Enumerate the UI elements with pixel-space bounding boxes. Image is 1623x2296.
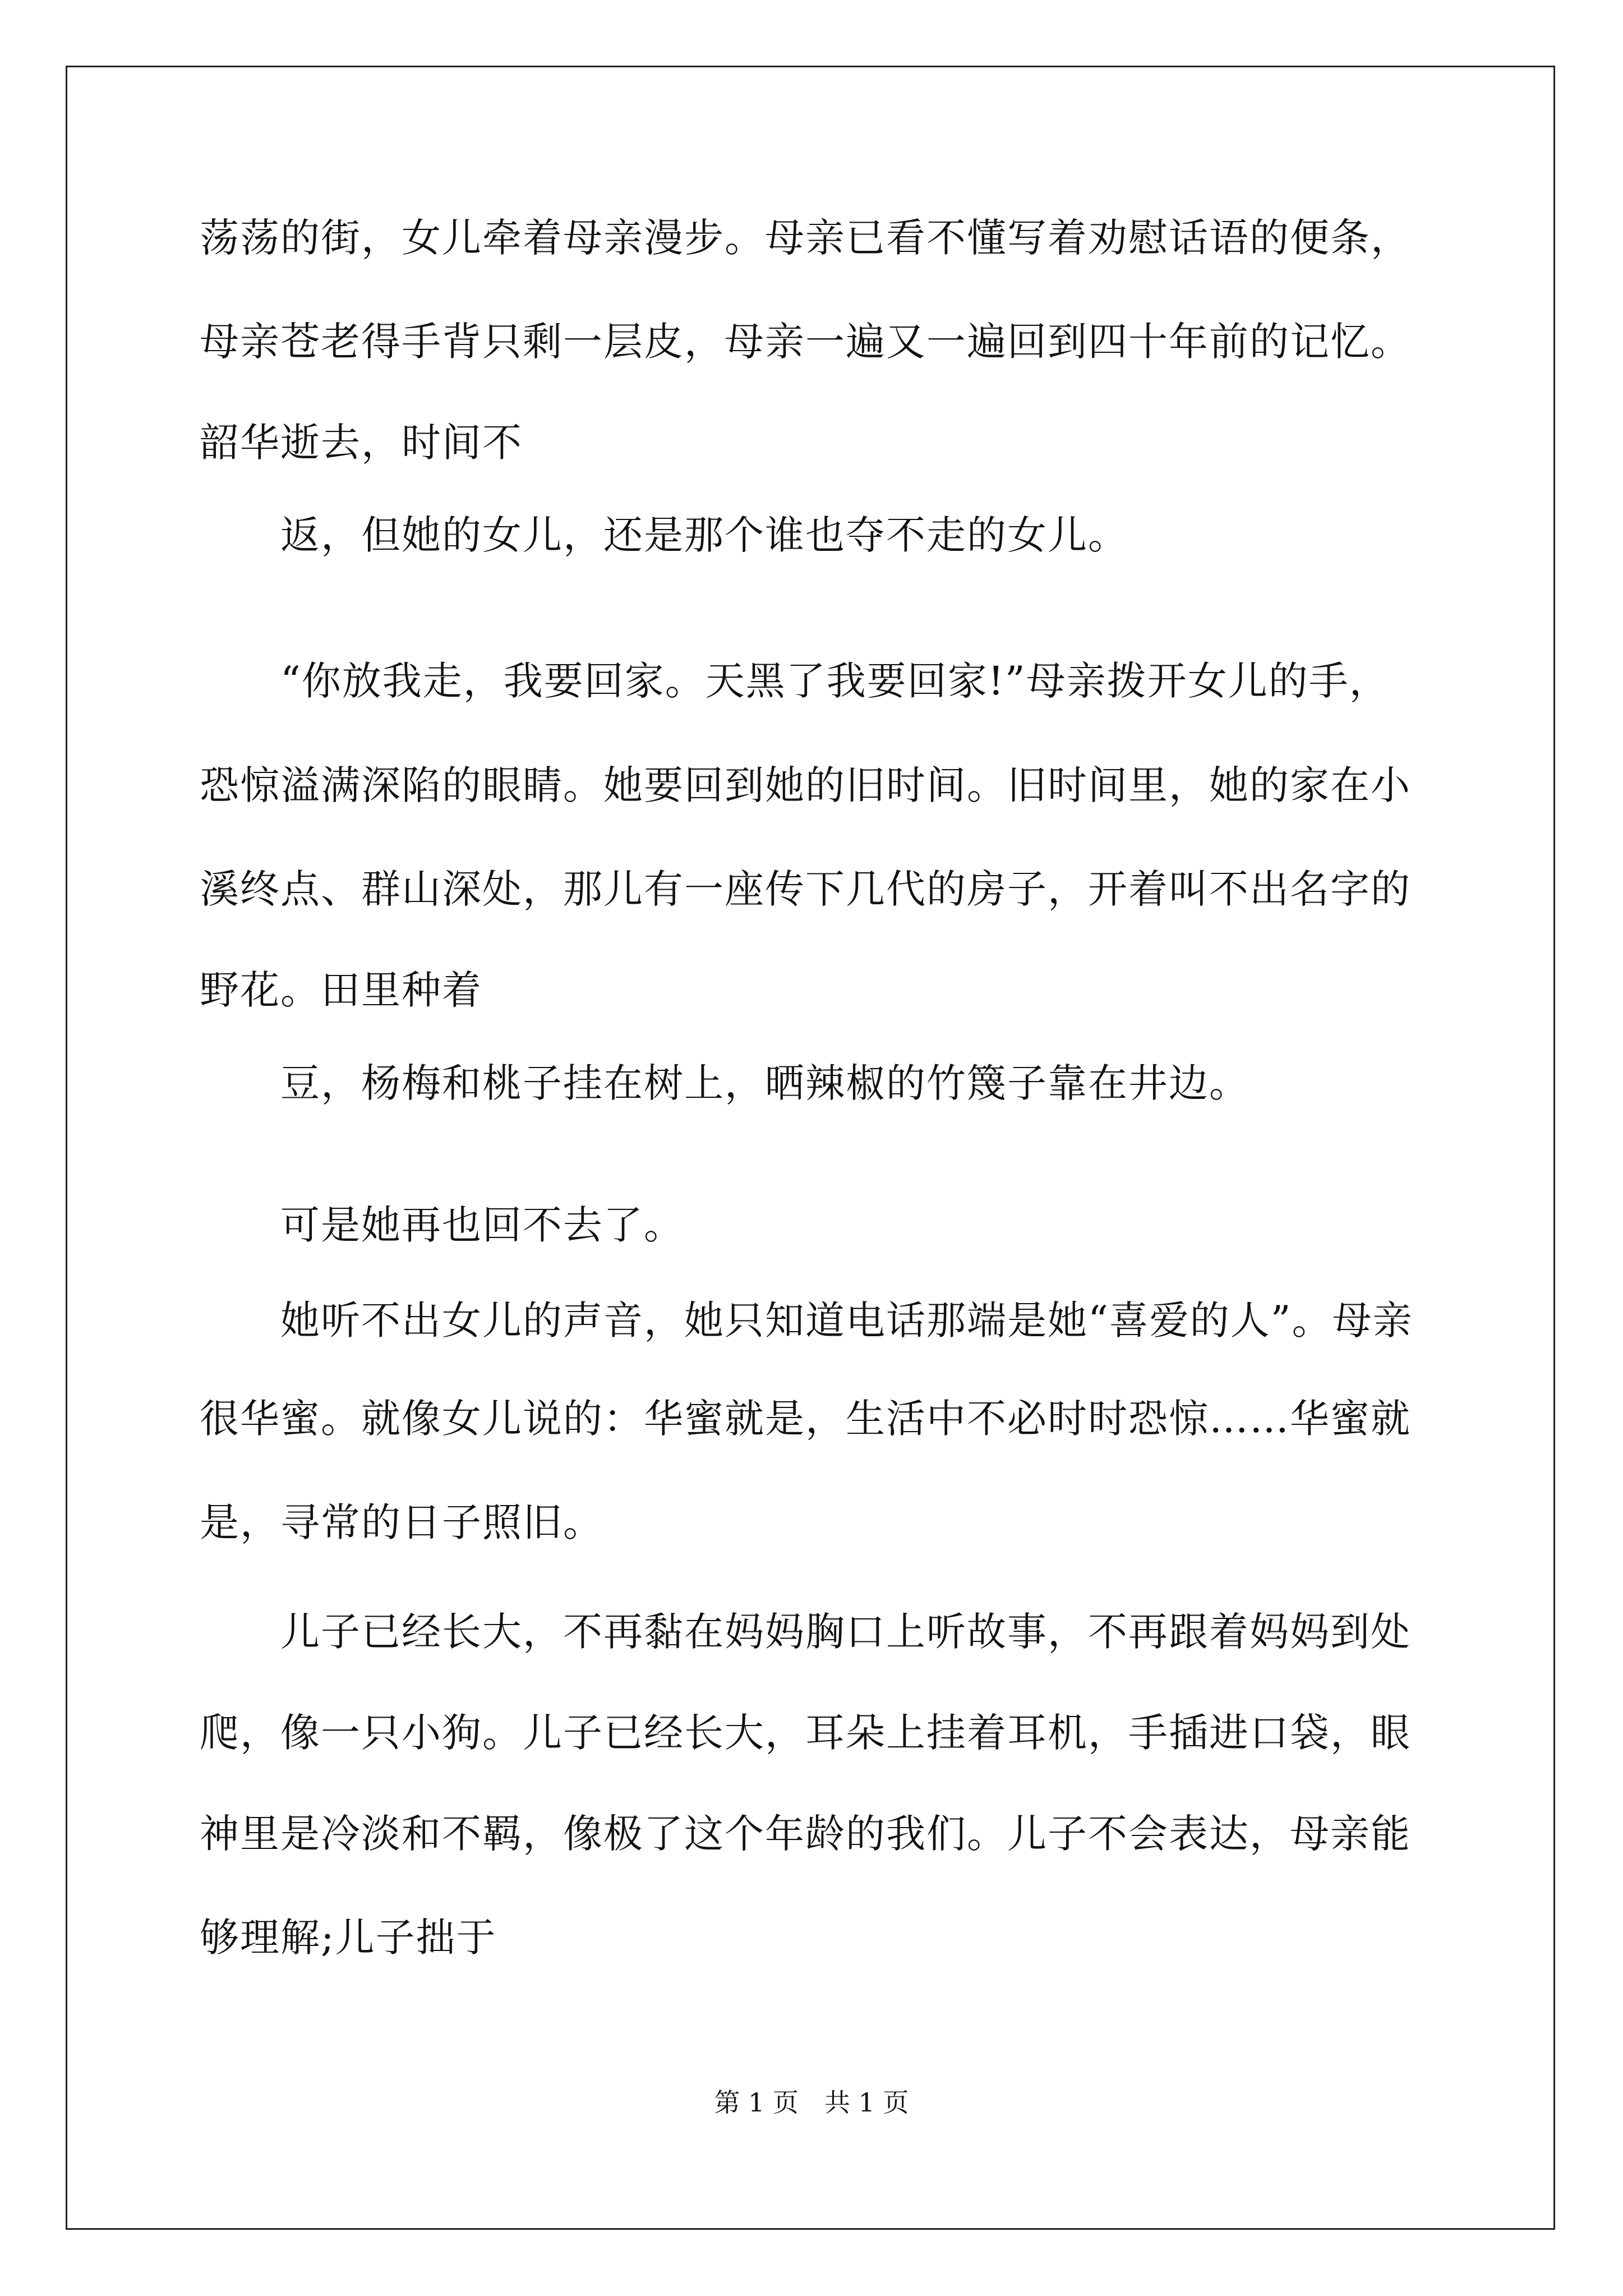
text-line: 豆，杨梅和桃子挂在树上，晒辣椒的竹篾子靠在井边。 [280,1060,1249,1106]
page-footer: 第 1 页 共 1 页 [714,2087,909,2118]
text-line: 神里是冷淡和不羁，像极了这个年龄的我们。儿子不会表达，母亲能 [200,1811,1411,1857]
text-line: 够理解;儿子拙于 [200,1915,497,1961]
text-line: “你放我走，我要回家。天黑了我要回家!”母亲拨开女儿的手， [280,658,1390,704]
text-line: 很华蜜。就像女儿说的：华蜜就是，生活中不必时时恐惊……华蜜就 [200,1396,1411,1442]
text-line: 是，寻常的日子照旧。 [200,1499,603,1545]
text-line: 母亲苍老得手背只剩一层皮，母亲一遍又一遍回到四十年前的记忆。 [200,319,1411,365]
text-line: 荡荡的街，女儿牵着母亲漫步。母亲已看不懂写着劝慰话语的便条， [200,215,1411,261]
text-line: 她听不出女儿的声音，她只知道电话那端是她“喜爱的人”。母亲 [280,1297,1413,1343]
text-line: 韶华逝去，时间不 [200,420,523,466]
text-line: 野花。田里种着 [200,967,482,1013]
text-line: 儿子已经长大，不再黏在妈妈胸口上听故事，不再跟着妈妈到处 [280,1609,1411,1655]
text-line: 恐惊溢满深陷的眼睛。她要回到她的旧时间。旧时间里，她的家在小 [200,762,1411,808]
text-line: 爬，像一只小狗。儿子已经长大，耳朵上挂着耳机，手插进口袋，眼 [200,1710,1411,1756]
text-line: 返，但她的女儿，还是那个谁也夺不走的女儿。 [280,512,1128,558]
page-border [66,66,1555,2230]
text-line: 可是她再也回不去了。 [280,1202,684,1248]
text-line: 溪终点、群山深处，那儿有一座传下几代的房子，开着叫不出名字的 [200,866,1411,912]
